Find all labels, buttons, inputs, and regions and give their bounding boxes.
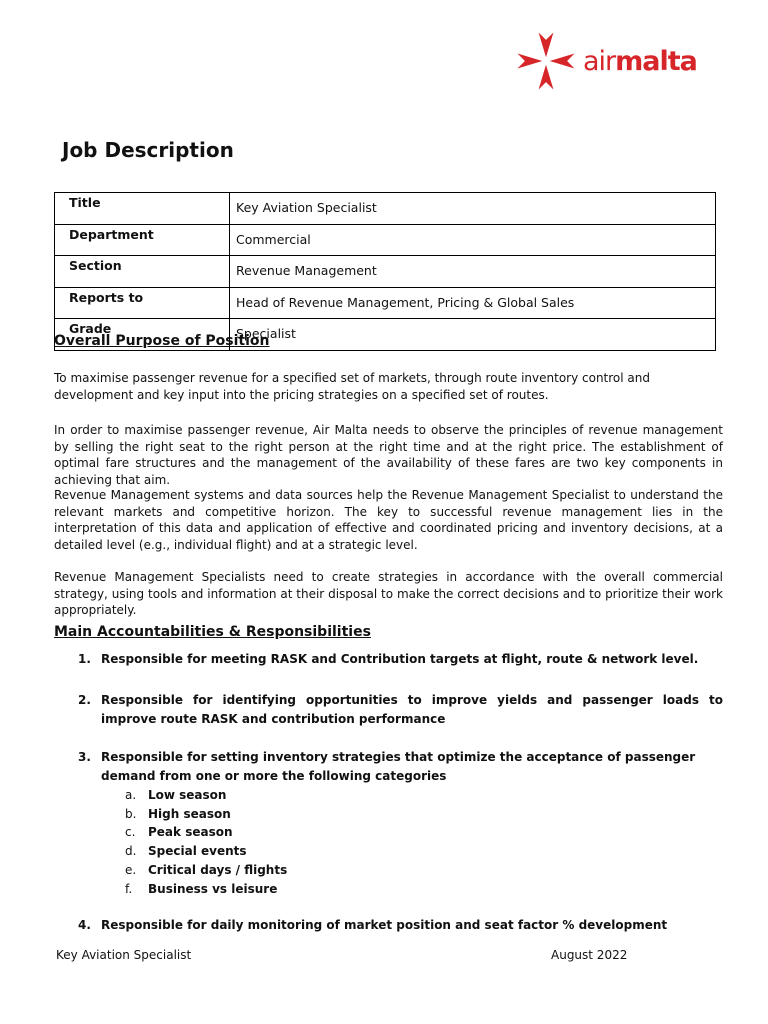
row-key: Section: [55, 256, 230, 288]
job-info-table: [54, 192, 716, 351]
row-value: Specialist: [230, 319, 716, 351]
row-value: Key Aviation Specialist: [230, 193, 716, 225]
table-row: [55, 287, 716, 319]
item-number: 3.: [78, 750, 91, 764]
item-text: Responsible for meeting RASK and Contribution targets at flight, route & network level.: [101, 652, 699, 666]
sub-list-item: [101, 823, 723, 842]
sub-item-letter: e.: [125, 862, 137, 877]
sub-item-letter: b.: [125, 806, 137, 821]
logo-wordmark-malta: malta: [615, 45, 697, 77]
sub-list-item: [101, 842, 723, 861]
table-row: [55, 224, 716, 256]
list-item: [54, 748, 723, 898]
footer-date: August 2022: [551, 948, 628, 962]
row-value: Commercial: [230, 224, 716, 256]
sub-item-text: High season: [148, 806, 231, 821]
purpose-paragraph: In order to maximise passenger revenue, Air Malta needs to observe the principles of revenue management by selling the right seat to the right person at the right time and at the right price. The establishment of optimal fare structures and the management of the availability of these fares are two key components in achieving that aim.: [54, 423, 723, 487]
logo-wordmark-air: air: [583, 45, 616, 77]
maltese-cross-icon: [515, 30, 577, 92]
item-number: 4.: [78, 918, 91, 933]
sub-item-letter: d.: [125, 844, 137, 859]
item-number: 2.: [78, 693, 91, 707]
row-key: Reports to: [55, 287, 230, 319]
purpose-paragraph: Revenue Management Specialists need to create strategies in accordance with the overall commercial strategy, using tools and information at their disposal to make the correct decisions and to prioritize their work appropriately.: [54, 570, 723, 617]
sub-item-text: Low season: [148, 788, 227, 802]
purpose-paragraph: To maximise passenger revenue for a specified set of markets, through route inventory control and development and key input into the pricing strategies on a specified set of routes.: [54, 371, 650, 402]
list-item: [54, 691, 723, 729]
accountabilities-heading: Main Accountabilities & Responsibilities: [54, 624, 371, 640]
logo-wordmark: [583, 45, 697, 77]
row-key: Department: [55, 224, 230, 256]
sub-item-text: Critical days / flights: [148, 862, 288, 877]
item-text: Responsible for setting inventory strategies that optimize the acceptance of passenger demand from one or more the following categories: [101, 750, 696, 783]
row-key: Title: [55, 193, 230, 225]
row-value: Revenue Management: [230, 256, 716, 288]
table-row: [55, 256, 716, 288]
sub-item-text: Business vs leisure: [148, 881, 278, 896]
sub-item-letter: c.: [125, 825, 136, 840]
table-row: [55, 193, 716, 225]
item-text: Responsible for identifying opportunities to improve yields and passenger loads to improve route RASK and contribution performance: [101, 693, 723, 726]
row-key: Grade: [55, 319, 230, 351]
row-value: Head of Revenue Management, Pricing & Global Sales: [230, 287, 716, 319]
air-malta-logo: [515, 30, 697, 92]
sub-list-item: [101, 861, 723, 880]
sub-list-item: [101, 880, 723, 899]
document-title: Job Description: [62, 138, 234, 162]
category-sublist: [101, 786, 723, 898]
accountabilities-list: [54, 650, 723, 935]
sub-item-letter: a.: [125, 788, 137, 802]
sub-item-text: Special events: [148, 844, 247, 859]
sub-list-item: [101, 786, 723, 805]
list-item: [54, 916, 723, 935]
sub-list-item: [101, 805, 723, 824]
list-item: [54, 650, 723, 669]
purpose-heading: Overall Purpose of Position: [54, 333, 270, 349]
footer-job-title: Key Aviation Specialist: [56, 948, 192, 962]
sub-item-text: Peak season: [148, 825, 233, 840]
item-number: 1.: [78, 652, 91, 666]
purpose-paragraph: Revenue Management systems and data sources help the Revenue Management Specialist to understand the relevant markets and competitive horizon. The key to successful revenue management lies in the interpretation of this data and application of effective and coordinated pricing and inventory decisions, at a detailed level (e.g., individual flight) and at a strategic level.: [54, 488, 723, 552]
item-text: Responsible for daily monitoring of market position and seat factor % development: [101, 918, 668, 933]
sub-item-letter: f.: [125, 881, 133, 896]
